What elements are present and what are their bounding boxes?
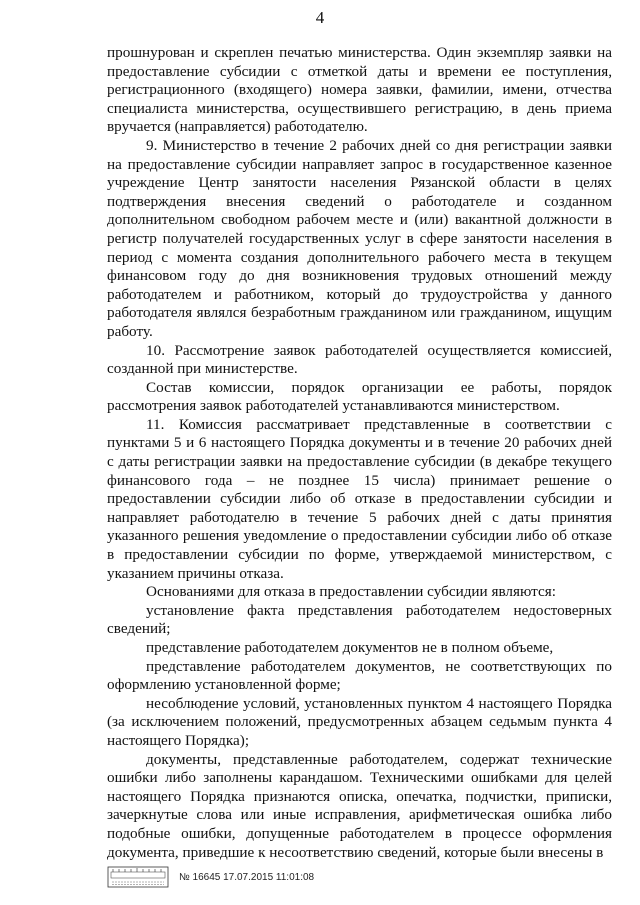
paragraph-refusal-ground-3: представление работодателем документов, не соответствующих по оформлению установленной форме; (107, 657, 612, 694)
paragraph-continuation: прошнурован и скреплен печатью министерства. Один экземпляр заявки на предоставление субсидии с отметкой даты и времени ее поступления, регистрационного (входящего) номера заявки, фамилии, имени, отчества специалиста министерства, осуществившего регистрацию, в день приема вручается (направляется) работодателю. (107, 44, 612, 136)
registration-footer (107, 865, 314, 889)
document-body (107, 44, 612, 862)
paragraph-item-9: 9. Министерство в течение 2 рабочих дней со дня регистрации заявки на предоставление субсидии направляет запрос в государственное казенное учреждение Центр занятости населения Рязанской области в целях подтверждения внесения сведений о работодателе и созданном дополнительном свободном рабочем месте и (или) вакантной должности в регистр получателей государственных услуг в сфере занятости населения в период с момента создания дополнительного рабочего места в текущем финансовом году до дня возникновения трудовых отношений между работодателем и работником, который до трудоустройства у данного работодателя являлся безработным гражданином или гражданином, ищущим работу. (107, 136, 612, 340)
paragraph-refusal-grounds: Основаниями для отказа в предоставлении субсидии являются: (146, 583, 556, 601)
coat-of-arms-stamp-icon (107, 866, 169, 888)
paragraph-commission-composition: Состав комиссии, порядок организации ее работы, порядок рассмотрения заявок работодателей устанавливаются министерством. (107, 378, 612, 415)
paragraph-refusal-ground-4: несоблюдение условий, установленных пунктом 4 настоящего Порядка (за исключением положений, предусмотренных абзацем седьмым пункта 4 настоящего Порядка); (107, 694, 612, 749)
paragraph-item-10: 10. Рассмотрение заявок работодателей осуществляется комиссией, созданной при министерстве. (107, 341, 612, 378)
paragraph-refusal-ground-1: установление факта представления работодателем недостоверных сведений; (107, 601, 612, 638)
paragraph-refusal-ground-2: представление работодателем документов не в полном объеме, (146, 639, 554, 656)
page-number: 4 (315, 8, 325, 27)
paragraph-item-11: 11. Комиссия рассматривает представленные в соответствии с пунктами 5 и 6 настоящего Порядка документы и в течение 20 рабочих дней с даты регистрации заявки на предоставление субсидии (в декабре текущего финансового года – не позднее 15 числа) принимает решение о предоставлении субсидии либо об отказе в предоставлении субсидии и направляет работодателю в течение 5 рабочих дней с даты принятия указанного решения уведомление о предоставлении субсидии либо об отказе в предоставлении субсидии по форме, утверждаемой министерством, с указанием причины отказа. (107, 415, 612, 582)
document-registration-number: № 16645 17.07.2015 11:01:08 (179, 871, 315, 883)
paragraph-refusal-ground-5: документы, представленные работодателем, содержат технические ошибки либо заполнены карандашом. Техническими ошибками для целей настоящего Порядка признаются описка, опечатка, подчистки, приписки, зачеркнутые слова или иные исправления, арифметическая ошибка либо подобные ошибки, допущенные работодателем в процессе оформления документа, приведшие к несоответствию сведений, которые были внесены в (107, 750, 612, 861)
